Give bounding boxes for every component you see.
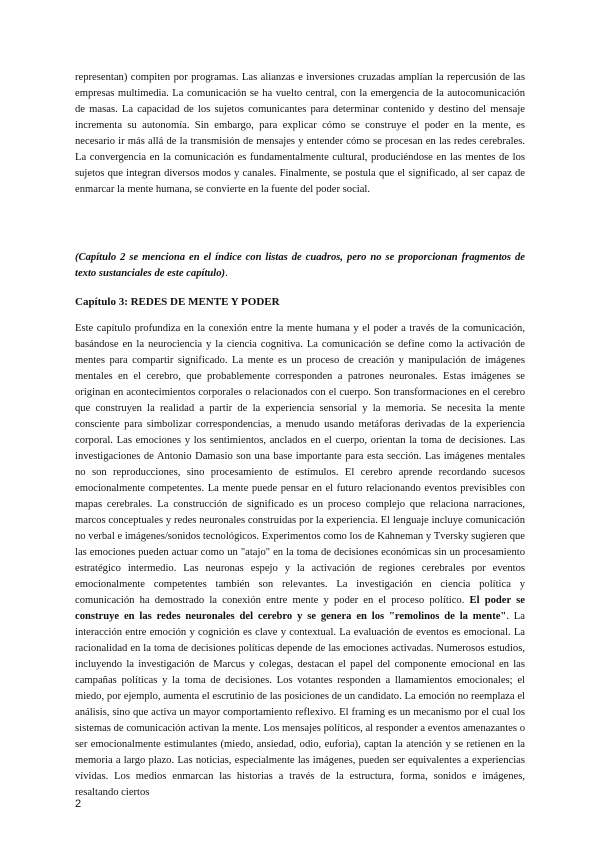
chapter-2-note	[75, 250, 525, 282]
page-number: 2	[75, 798, 82, 810]
chapter-2-note-text: (Capítulo 2 se menciona en el índice con listas de cuadros, pero no se proporcionan fragmentos de texto sustanciales de este capítulo)	[75, 252, 525, 279]
intro-paragraph: representan) compiten por programas. Las alianzas e inversiones cruzadas amplían la repercusión de las empresas multimedia. La comunicación se ha vuelto central, con la emergencia de la autocomunicación de masas. La capacidad de los sujetos comunicantes para determinar contenido y destino del mensaje incrementa su autonomía. Sin embargo, para explicar cómo se construye el poder en la mente, es necesario ir más allá de la transmisión de mensajes y entender cómo se procesan en las redes cerebrales. La convergencia en la comunicación es fundamentalmente cultural, produciéndose en las mentes de los sujetos que integran diversos modos y canales. Finalmente, se postula que el significado, al ser capaz de enmarcar la mente humana, se convierte en la fuente del poder social.	[75, 72, 525, 195]
body-text-part-1: Este capítulo profundiza en la conexión entre la mente humana y el poder a través de la comunicación, basándose en la neurociencia y la ciencia cognitiva. La comunicación se define como la activación de mentes para compartir significado. La mente es un proceso de creación y manipulación de imágenes mentales en el cerebro, que probablemente corresponden a patrones neuronales. Estas imágenes se originan en acontecimientos corporales o relacionados con el cuerpo. Son transformaciones en el cerebro que construyen la realidad a partir de la experiencia sensorial y la memoria. Se necesita la mente consciente para simbolizar correspondencias, a menudo usando metáforas derivadas de la experiencia corporal. Las emociones y los sentimientos, anclados en el cuerpo, orientan la toma de decisiones. Las investigaciones de Antonio Damasio son una base importante para esta sección. Las imágenes mentales no son reproducciones, sino procesamiento de estímulos. El cerebro aprende recordando sucesos emocionalmente competentes. La mente puede pensar en el futuro relacionando eventos previsibles con mapas cerebrales. La construcción de significado es un proceso complejo que relaciona narraciones, marcos conceptuales y redes neuronales construidas por la experiencia. El lenguaje incluye comunicación no verbal e imágenes/sonidos tecnológicos. Experimentos como los de Kahneman y Tversky sugieren que las emociones pueden actuar como un "atajo" en la toma de decisiones económicas sin un procesamiento estratégico intermedio. Las neuronas espejo y la activación de regiones cerebrales por eventos emocionalmente competentes también son relevantes. La investigación en ciencia política y comunicación ha demostrado la conexión entre mente y poder en el proceso político.	[75, 323, 525, 606]
chapter-3-heading: Capítulo 3: REDES DE MENTE Y PODER	[75, 296, 280, 308]
body-text-part-2: . La interacción entre emoción y cognición es clave y contextual. La evaluación de eventos es emocional. La racionalidad en la toma de decisiones políticas depende de las emociones activadas. Numerosos estudios, incluyendo la investigación de Marcus y colegas, destacan el papel del componente emocional en las campañas políticas y la toma de decisiones. Los votantes responden a llamamientos emocionales; el miedo, por ejemplo, aumenta el escrutinio de las posiciones de un candidato. La emoción no reemplaza el análisis, sino que activa un mayor comportamiento reflexivo. El framing es un mecanismo por el cual los sistemas de comunicación activan la mente. Los mensajes políticos, al responder a eventos amenazantes o ser emocionalmente estimulantes (miedo, ansiedad, odio, euforia), captan la atención y se retienen en la memoria a largo plazo. Las noticias, especialmente las imágenes, pueden ser equivalentes a experiencias vívidas. Los medios enmarcan las historias a través de la estructura, forma, sonidos e imágenes, resaltando ciertos	[75, 611, 525, 798]
body-bold-statement: El poder se construye en las redes neuronales del cerebro y se genera en los "remolinos de la mente"	[75, 595, 525, 622]
chapter-2-note-period: .	[225, 268, 228, 279]
chapter-3-body	[75, 321, 525, 801]
